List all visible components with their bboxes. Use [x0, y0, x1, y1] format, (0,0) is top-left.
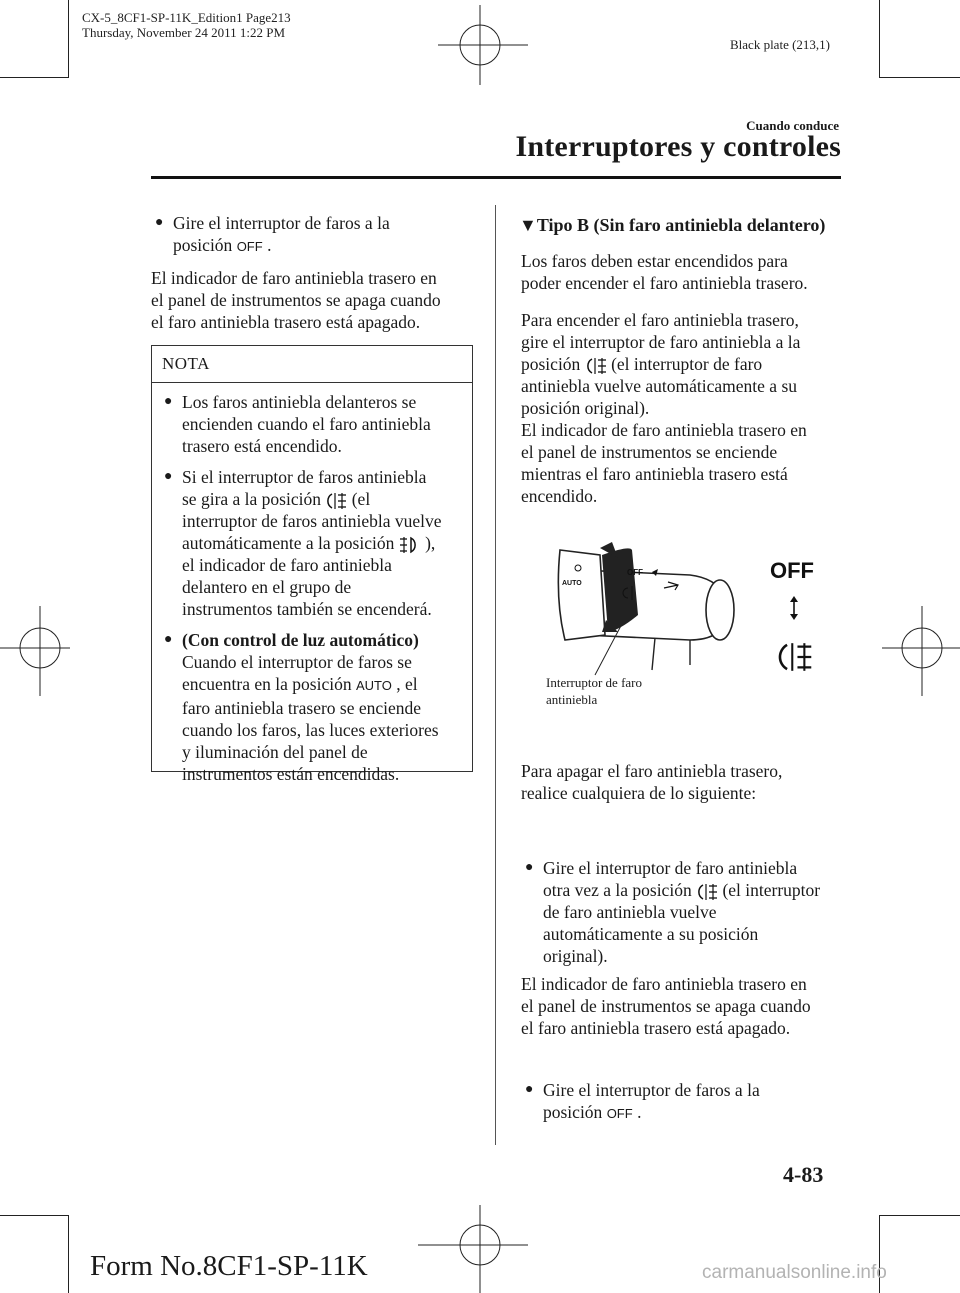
- crosshair-registration-icon: [882, 606, 960, 696]
- triangle-marker-icon: ▼: [519, 215, 537, 235]
- off-symbol: OFF: [236, 239, 263, 254]
- right-bullet-rear-fog: ● Gire el interruptor de faro antiniebla otra vez a la posición (el interruptor de faro antiniebla vuelve automáticamente a su posición original).: [525, 858, 821, 966]
- form-number: Form No.8CF1-SP-11K: [90, 1250, 368, 1282]
- plate-label: Black plate (213,1): [730, 37, 830, 52]
- stalk-auto-mark: AUTO: [562, 580, 582, 587]
- section-title: Cuando conduce: [746, 118, 839, 133]
- crop-mark: [880, 1215, 960, 1216]
- rear-fog-icon: [775, 640, 813, 674]
- page-number: 4-83: [783, 1162, 824, 1187]
- right-bullet-off: ● Gire el interruptor de faros a la posición OFF .: [525, 1080, 760, 1122]
- front-fog-icon: [399, 536, 421, 554]
- crop-mark: [0, 77, 68, 78]
- chapter-title: Interruptores y controles: [515, 130, 841, 163]
- crop-mark: [880, 77, 960, 78]
- crosshair-registration-icon: [418, 1205, 528, 1293]
- left-paragraph: El indicador de faro antiniebla trasero en el panel de instrumentos se apaga cuando el faro antiniebla trasero está apagado.: [151, 268, 441, 332]
- crosshair-registration-icon: [0, 606, 70, 696]
- crop-mark: [68, 1215, 69, 1293]
- note-item: ● Los faros antiniebla delanteros se encienden cuando el faro antiniebla trasero está encendido.: [164, 392, 431, 456]
- right-paragraph-3: Para apagar el faro antiniebla trasero, realice cualquiera de lo siguiente:: [521, 761, 783, 803]
- off-symbol: OFF: [606, 1106, 633, 1121]
- section-heading: ▼Tipo B (Sin faro antiniebla delantero): [519, 215, 826, 235]
- file-timestamp: Thursday, November 24 2011 1:22 PM: [82, 25, 286, 40]
- crop-mark: [68, 0, 69, 78]
- left-bullet-off: ● Gire el interruptor de faros a la posición OFF .: [155, 213, 390, 255]
- note-title: NOTA: [152, 346, 472, 383]
- watermark: carmanualsonline.info: [702, 1262, 887, 1283]
- auto-symbol: AUTO: [355, 678, 392, 693]
- column-divider: [495, 205, 496, 1145]
- stalk-off-mark: OFF: [627, 568, 643, 577]
- rear-fog-icon: [325, 492, 347, 510]
- right-paragraph-1: Los faros deben estar encendidos para poder encender el faro antiniebla trasero.: [521, 251, 808, 293]
- right-paragraph-4: El indicador de faro antiniebla trasero en el panel de instrumentos se apaga cuando el faro antiniebla trasero está apagado.: [521, 974, 811, 1038]
- note-item: ● Si el interruptor de faros antiniebla se gira a la posición (el interruptor de faros antiniebla vuelve automáticamente a la posición ), el indicador de faro antiniebla delantero en el grupo de instrumentos también se encenderá.: [164, 467, 442, 619]
- note-item: ● (Con control de luz automático) Cuando el interruptor de faros se encuentra en la posición AUTO , el faro antiniebla trasero se enciende cuando los faros, las luces exteriores y iluminación del panel de instrumentos están encendidas.: [164, 630, 439, 784]
- rear-fog-icon: [696, 883, 718, 901]
- figure-callout: Interruptor de faro antiniebla: [546, 675, 643, 707]
- note-box: [151, 345, 473, 784]
- file-info: [82, 10, 291, 40]
- off-position-label: OFF: [770, 558, 814, 583]
- crop-mark: [0, 1215, 68, 1216]
- crop-mark: [879, 0, 880, 78]
- file-name: CX-5_8CF1-SP-11K_Edition1 Page213: [82, 10, 291, 25]
- right-paragraph-2: Para encender el faro antiniebla trasero, gire el interruptor de faro antiniebla a la posición (el interruptor de faro antiniebla vuelve automáticamente a su posición original). El indicador de faro antiniebla trasero en el panel de instrumentos se enciende mientras el faro antiniebla trasero está encendido.: [521, 310, 807, 506]
- crosshair-registration-icon: [438, 5, 528, 85]
- bullet-dot: ●: [155, 215, 164, 230]
- header-rule: [151, 176, 841, 179]
- rear-fog-icon: [585, 357, 607, 375]
